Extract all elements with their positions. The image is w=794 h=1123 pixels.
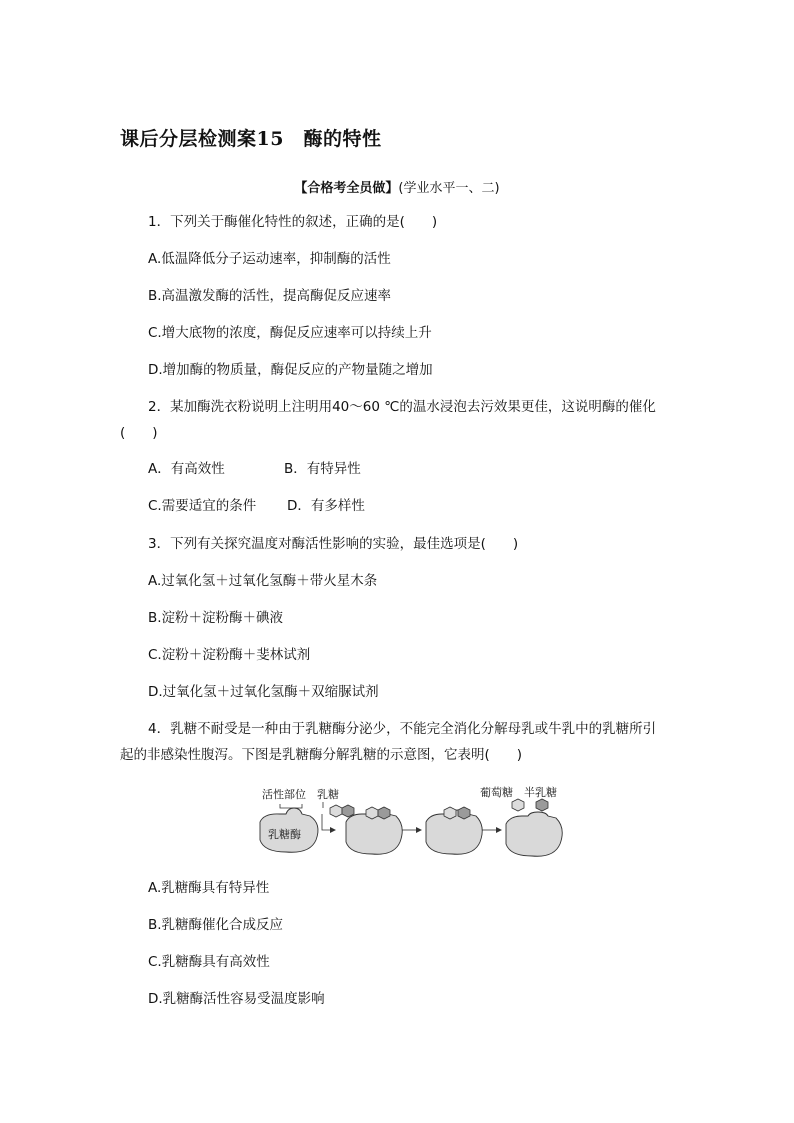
q3-option-c: C.淀粉＋淀粉酶＋斐林试剂 (148, 647, 311, 663)
q4-option-b: B.乳糖酶催化合成反应 (148, 917, 284, 933)
q2-stem-continued: ( ) (120, 425, 158, 441)
q2-option-c: C.需要适宜的条件 (148, 498, 257, 514)
q1-option-d: D.增加酶的物质量，酶促反应的产物量随之增加 (148, 362, 433, 378)
lactose-molecule (330, 805, 354, 817)
q2-stem: 2．某加酶洗衣粉说明上注明用40～60 ℃的温水浸泡去污效果更佳，这说明酶的催化 (148, 399, 656, 415)
reaction-arrowhead-2 (496, 827, 502, 833)
q1-stem: 1．下列关于酶催化特性的叙述，正确的是( ) (148, 214, 438, 230)
q3-stem: 3．下列有关探究温度对酶活性影响的实验，最佳选项是( ) (148, 536, 519, 552)
galactose-molecule (536, 799, 548, 811)
active-site-bracket (280, 804, 302, 808)
q4-option-a: A.乳糖酶具有特异性 (148, 880, 270, 896)
section-heading-bold: 【合格考全员做】 (294, 181, 399, 196)
page-title: 课后分层检测案15 酶的特性 (120, 128, 382, 150)
label-lactose: 乳糖 (317, 788, 339, 801)
q2-option-a: A．有高效性 (148, 461, 225, 477)
enzyme-substrate-complex (346, 807, 402, 854)
label-enzyme: 乳糖酶 (268, 828, 301, 841)
q1-option-a: A.低温降低分子运动速率，抑制酶的活性 (148, 251, 391, 267)
lactase-enzyme-free (506, 812, 562, 856)
q3-option-d: D.过氧化氢＋过氧化氢酶＋双缩脲试剂 (148, 684, 379, 700)
q1-option-c: C.增大底物的浓度，酶促反应速率可以持续上升 (148, 325, 432, 341)
glucose-molecule (512, 799, 524, 811)
section-heading-level: (学业水平一、二) (398, 181, 500, 196)
reaction-arrowhead-1 (416, 827, 422, 833)
label-galactose: 半乳糖 (524, 786, 557, 799)
q3-option-b: B.淀粉＋淀粉酶＋碘液 (148, 610, 284, 626)
label-active-site: 活性部位 (262, 788, 306, 801)
q4-stem: 4．乳糖不耐受是一种由于乳糖酶分泌少，不能完全消化分解母乳或牛乳中的乳糖所引 (148, 721, 657, 737)
enzyme-products-complex (426, 807, 482, 854)
binding-arrowhead (330, 827, 336, 833)
q3-option-a: A.过氧化氢＋过氧化氢酶＋带火星木条 (148, 573, 378, 589)
q4-option-c: C.乳糖酶具有高效性 (148, 954, 270, 970)
section-heading (0, 177, 794, 196)
q4-stem-continued: 起的非感染性腹泻。下图是乳糖酶分解乳糖的示意图，它表明( ) (120, 747, 523, 763)
q2-option-d: D．有多样性 (287, 498, 365, 514)
q4-option-d: D.乳糖酶活性容易受温度影响 (148, 991, 325, 1007)
lactase-diagram (250, 780, 570, 860)
q2-option-b: B．有特异性 (284, 461, 361, 477)
label-glucose: 葡萄糖 (480, 786, 513, 799)
binding-arrow (322, 814, 330, 830)
q1-option-b: B.高温激发酶的活性，提高酶促反应速率 (148, 288, 392, 304)
